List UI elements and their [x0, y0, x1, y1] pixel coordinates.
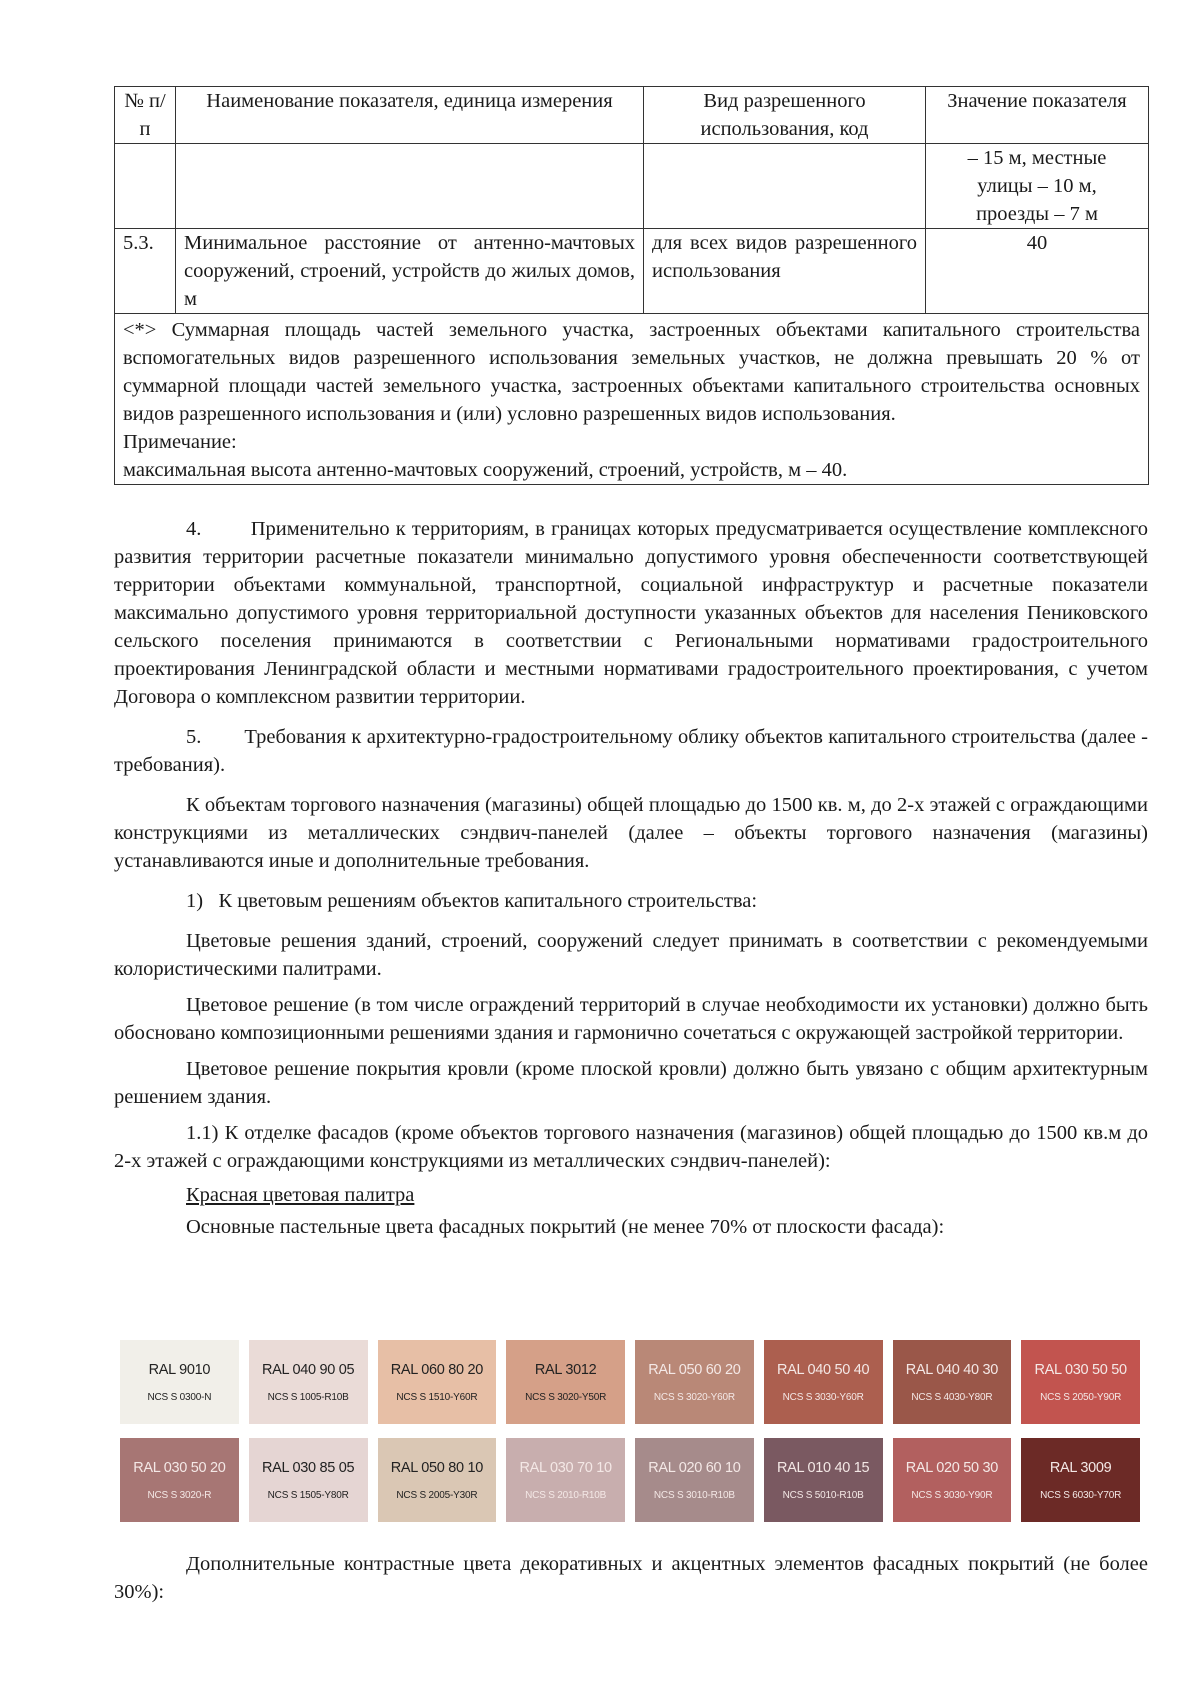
swatch-ral-code: RAL 9010	[148, 1361, 211, 1378]
swatch-ncs-code: NCS S 3030-Y90R	[911, 1489, 993, 1501]
swatch-ncs-code: NCS S 3020-Y60R	[653, 1391, 735, 1403]
value-line: проезды – 7 м	[976, 203, 1098, 225]
note-label: Примечание:	[123, 431, 237, 453]
paragraph-8: Цветовые решения зданий, строений, сооружений следует принимать в соответствии с рекомендуемыми колористическими палитрами.	[114, 930, 1148, 980]
swatch-ral-code: RAL 060 80 20	[390, 1361, 484, 1378]
header-name: Наименование показателя, единица измерения	[176, 87, 644, 144]
swatch-ncs-code: NCS S 2050-Y90R	[1040, 1391, 1122, 1403]
color-swatch	[893, 1438, 1012, 1522]
swatch-row-main-2	[120, 1438, 1140, 1522]
header-value: Значение показателя	[926, 87, 1149, 144]
swatch-ncs-code: NCS S 2005-Y30R	[396, 1489, 478, 1501]
color-swatch	[378, 1340, 497, 1424]
swatch-row-main	[120, 1340, 1140, 1424]
swatch-ncs-code: NCS S 4030-Y80R	[911, 1391, 993, 1403]
cell-value	[926, 144, 1149, 229]
table-footnote-row	[115, 314, 1149, 485]
swatch-ncs-code: NCS S 0300-N	[147, 1391, 212, 1403]
paragraph-11: 1.1) К отделке фасадов (кроме объектов торгового назначения (магазинов) общей площадью до 1500 кв.м до 2-х этажей с ограждающими конструкциями из металлических сэндвич-панелей):	[114, 1122, 1148, 1172]
swatch-ral-code: RAL 040 40 30	[905, 1361, 999, 1378]
swatch-ral-code: RAL 030 50 50	[1034, 1361, 1127, 1378]
swatch-ral-code: RAL 010 40 15	[776, 1459, 870, 1476]
color-swatch	[249, 1438, 368, 1522]
color-swatch	[378, 1438, 497, 1522]
swatch-ral-code: RAL 040 90 05	[261, 1361, 355, 1378]
cell-num: 5.3.	[115, 229, 176, 314]
value-line: улицы – 10 м,	[977, 175, 1097, 197]
cell-value: 40	[926, 229, 1149, 314]
header-use: Вид разрешенного использования, код	[644, 87, 926, 144]
paragraph-9: Цветовое решение (в том числе ограждений территорий в случае необходимости их установки) должно быть обосновано композиционными решениями здания и гармонично сочетаться с окружающей застройкой территории.	[114, 994, 1148, 1044]
color-swatch	[635, 1438, 754, 1522]
swatch-ncs-code: NCS S 1505-Y80R	[267, 1489, 349, 1501]
swatch-ncs-code: NCS S 3020-Y50R	[525, 1391, 607, 1403]
footnote-text: <*> Суммарная площадь частей земельного участка, застроенных объектами капитального строительства вспомогательных видов разрешенного использования земельных участков, не должна превышать 20 % от суммарной площади частей земельного участка, застроенных объектами капитального строительства основных видов разрешенного использования и (или) условно разрешенных видов использования.	[123, 319, 1140, 425]
paragraph-6: К объектам торгового назначения (магазины) общей площадью до 1500 кв. м, до 2-х этажей с ограждающими конструкциями из металлических сэндвич-панелей (далее – объекты торгового назначения (магазины) устанавливаются иные и дополнительные требования.	[114, 794, 1148, 872]
swatch-ral-code: RAL 3009	[1049, 1459, 1112, 1476]
swatch-ncs-code: NCS S 5010-R10B	[782, 1489, 864, 1501]
swatch-ral-code: RAL 030 70 10	[519, 1459, 612, 1476]
color-swatch	[893, 1340, 1012, 1424]
swatch-ral-code: RAL 050 60 20	[648, 1361, 741, 1378]
main-text	[114, 515, 1154, 1241]
color-swatch	[120, 1340, 239, 1424]
paragraph-10: Цветовое решение покрытия кровли (кроме плоской кровли) должно быть увязано с общим архитектурным решением здания.	[114, 1058, 1148, 1108]
color-swatch	[764, 1340, 883, 1424]
swatch-ral-code: RAL 3012	[534, 1361, 597, 1378]
paragraph-5: 5. Требования к архитектурно-градостроительному облику объектов капитального строительства (далее - требования).	[114, 726, 1154, 776]
color-swatch	[635, 1340, 754, 1424]
color-swatch	[764, 1438, 883, 1522]
swatch-ncs-code: NCS S 3020-R	[147, 1489, 212, 1501]
swatch-ral-code: RAL 030 85 05	[261, 1459, 355, 1476]
table-row	[115, 144, 1149, 229]
paragraph-7: 1) К цветовым решениям объектов капитального строительства:	[186, 890, 758, 912]
cell-name: Минимальное расстояние от антенно-мачтовых сооружений, строений, устройств до жилых домов, м	[176, 229, 644, 314]
header-num: № п/п	[115, 87, 176, 144]
table-row	[115, 229, 1149, 314]
color-swatch	[249, 1340, 368, 1424]
paragraph-12: Основные пастельные цвета фасадных покрытий (не менее 70% от плоскости фасада):	[186, 1216, 945, 1238]
swatch-ncs-code: NCS S 3030-Y60R	[782, 1391, 864, 1403]
indicators-table	[114, 86, 1149, 485]
swatch-ncs-code: NCS S 1510-Y60R	[396, 1391, 478, 1403]
note-text: максимальная высота антенно-мачтовых сооружений, строений, устройств, м – 40.	[123, 459, 848, 481]
palette-title: Красная цветовая палитра	[186, 1184, 415, 1206]
paragraph-4: 4. Применительно к территориям, в границах которых предусматривается осуществление комплексного развития территории расчетные показатели минимально допустимого уровня обеспеченности соответствующей территории объектами коммунальной, транспортной, социальной инфраструктур и расчетные показатели максимально допустимого уровня территориальной доступности указанных объектов для населения Пениковского сельского поселения принимаются в соответствии с Региональными нормативами градостроительного проектирования Ленинградской области и местными нормативами градостроительного проектирования, с учетом Договора о комплексном развитии территории.	[114, 518, 1154, 708]
value-line: – 15 м, местные	[967, 147, 1107, 169]
swatch-ncs-code: NCS S 2010-R10B	[525, 1489, 607, 1501]
swatch-ral-code: RAL 050 80 10	[390, 1459, 484, 1476]
paragraph-13: Дополнительные контрастные цвета декоративных и акцентных элементов фасадных покрытий (не более 30%):	[114, 1553, 1148, 1603]
swatch-ncs-code: NCS S 1005-R10B	[267, 1391, 349, 1403]
cell-use: для всех видов разрешенного использования	[644, 229, 926, 314]
color-swatch	[506, 1438, 625, 1522]
color-swatch	[1021, 1438, 1140, 1522]
swatch-ncs-code: NCS S 6030-Y70R	[1040, 1489, 1122, 1501]
swatch-ral-code: RAL 030 50 20	[133, 1459, 226, 1476]
swatch-ral-code: RAL 020 50 30	[905, 1459, 999, 1476]
swatch-ral-code: RAL 020 60 10	[648, 1459, 741, 1476]
color-swatch	[1021, 1340, 1140, 1424]
swatch-ncs-code: NCS S 3010-R10B	[653, 1489, 735, 1501]
table-header-row	[115, 87, 1149, 144]
color-swatch	[120, 1438, 239, 1522]
swatch-ral-code: RAL 040 50 40	[776, 1361, 870, 1378]
color-swatches	[120, 1340, 1140, 1536]
color-swatch	[506, 1340, 625, 1424]
